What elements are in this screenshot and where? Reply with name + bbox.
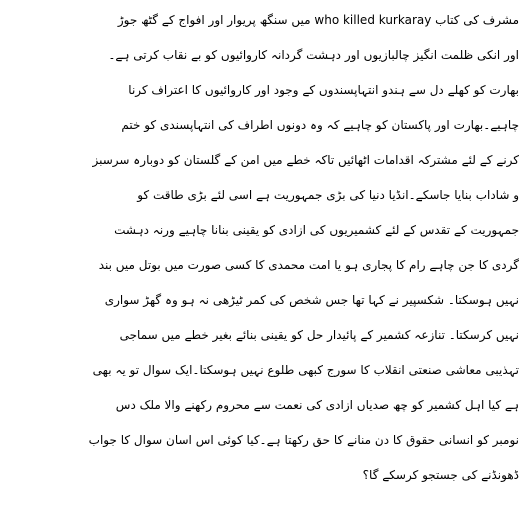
text-line-5: کرنے کے لئے مشترکہ اقدامات اٹھائیں تاکہ خطے میں امن کے گلستان کو دوبارہ سرسبز <box>92 153 519 167</box>
text-line-2: اور انکی ظلمت انگیز چالبازیوں اور دہشت گردانہ کاروائیوں کو بے نقاب کرتی ہے۔ <box>108 48 519 62</box>
text-line-7: جمہوریت کے تقدس کے لئے کشمیریوں کی ازادی کو یقینی بنانا چاہیے ورنہ دہشت <box>114 223 519 237</box>
urdu-article-text <box>8 2 519 493</box>
text-line-12: ہے کیا اہل کشمیر کو چھ صدیاں ازادی کی نعمت سے محروم رکھنے والا ملک دس <box>115 398 519 412</box>
text-line-6: و شاداب بنایا جاسکے۔انڈیا دنیا کی بڑی جمہوریت ہے اسی لئے بڑی طاقت کو <box>137 188 519 202</box>
text-line-14: ڈھونڈنے کی جستجو کرسکے گا؟ <box>362 468 519 482</box>
text-line-10: نہیں کرسکتا۔ تنازعہ کشمیر کے پائیدار حل کو یقینی بنائے بغیر خطے میں سماجی <box>119 328 519 342</box>
text-line-13: نومبر کو انسانی حقوق کا دن منانے کا حق رکھتا ہے۔کیا کوئی اس اسان سوال کا جواب <box>88 433 519 447</box>
text-line-4: چاہیے۔بھارت اور پاکستان کو چاہیے کہ وہ دونوں اطراف کی انتہاپسندی کو ختم <box>121 118 519 132</box>
text-line-11: تہذیبی معاشی صنعتی انقلاب کا سورج کبھی طلوع نہیں ہوسکتا۔ایک سوال تو یہ بھی <box>92 363 519 377</box>
text-line-9: نہیں ہوسکتا۔ شکسپیر نے کہا تھا جس شخص کی کمر ٹیڑھی نہ ہو وہ گھڑ سواری <box>104 293 519 307</box>
text-line-8: گردی کا جن چاہے رام کا پجاری ہو یا امت محمدی کا کسی صورت میں بوتل میں بند <box>98 258 519 272</box>
text-line-3: بھارت کو کھلے دل سے ہندو انتہاپسندوں کے وجود اور کاروائیوں کا اعتراف کرنا <box>128 83 519 97</box>
text-line-1: مشرف کی کتاب who killed kurkaray میں سنگھ پریوار اور افواج کے گٹھ جوڑ <box>117 13 519 27</box>
